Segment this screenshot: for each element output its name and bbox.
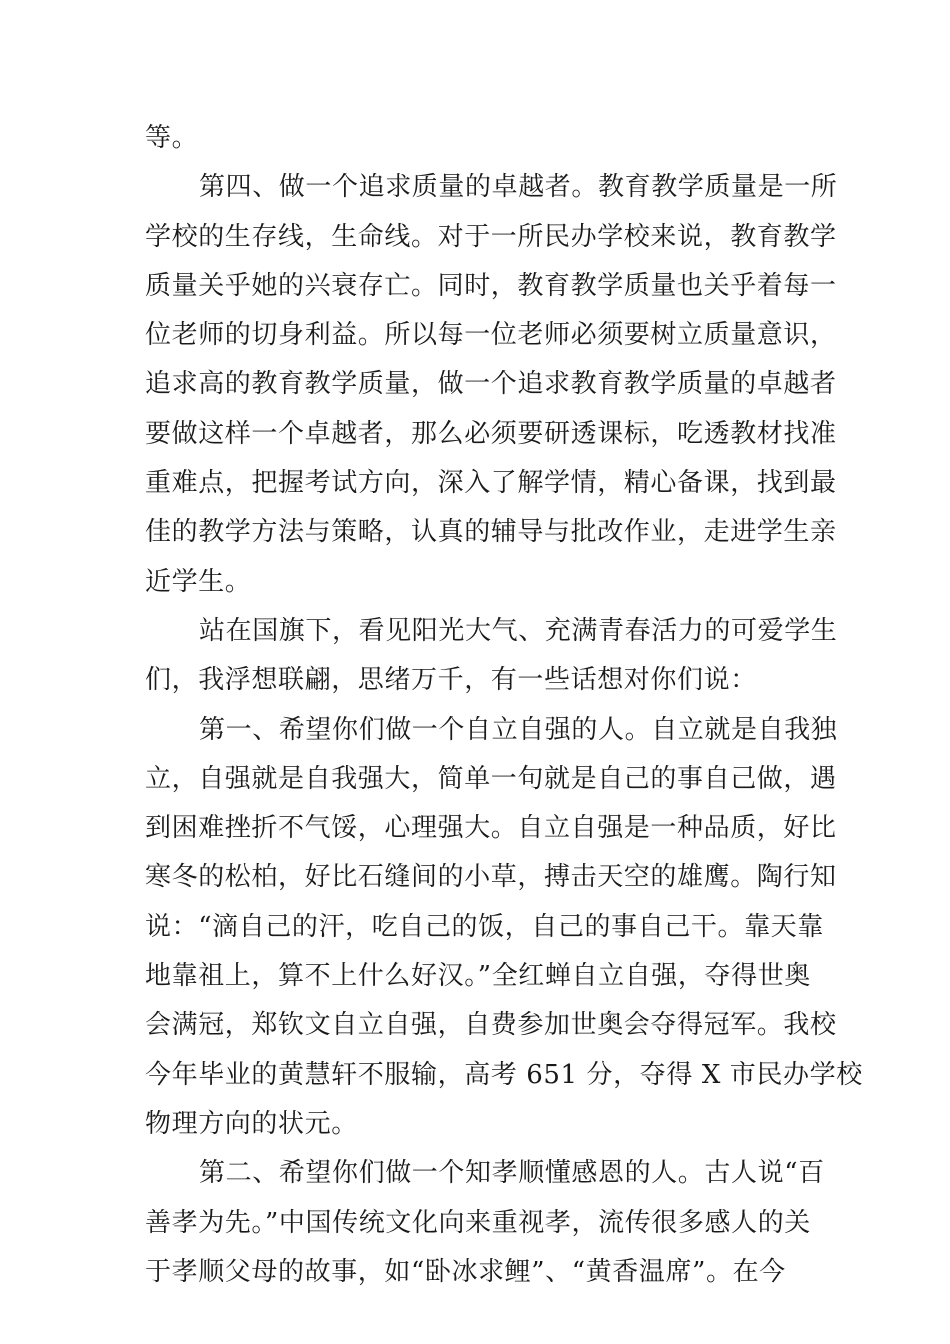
text-line: 近学生。 [145, 566, 252, 597]
text-line: 学校的生存线，生命线。对于一所民办学校来说，教育教学 [145, 221, 837, 252]
text-line: 寒冬的松柏，好比石缝间的小草，搏击天空的雄鹰。陶行知 [145, 862, 837, 893]
document-page [145, 114, 863, 1297]
text-line: 立，自强就是自我强大，简单一句就是自己的事自己做，遇 [145, 763, 837, 794]
text-line: 们，我浮想联翩，思绪万千，有一些话想对你们说： [145, 665, 757, 696]
text-line: 善孝为先。”中国传统文化向来重视孝，流传很多感人的关 [145, 1207, 811, 1238]
text-line: 位老师的切身利益。所以每一位老师必须要树立质量意识， [145, 320, 837, 351]
text-line: 会满冠，郑钦文自立自强，自费参加世奥会夺得冠军。我校 [145, 1010, 837, 1041]
text-line: 物理方向的状元。 [145, 1108, 358, 1139]
text-line: 今年毕业的黄慧轩不服输，高考 651 分，夺得 X 市民办学校 [145, 1059, 863, 1090]
paragraph-start-line: 站在国旗下，看见阳光大气、充满青春活力的可爱学生 [199, 615, 838, 646]
text-line: 佳的教学方法与策略，认真的辅导与批改作业，走进学生亲 [145, 517, 837, 548]
text-line: 说：“滴自己的汗，吃自己的饭，自己的事自己干。靠天靠 [145, 911, 824, 942]
paragraph-start-line: 第一、希望你们做一个自立自强的人。自立就是自我独 [199, 714, 838, 745]
paragraph-start-line: 第二、希望你们做一个知孝顺懂感恩的人。古人说“百 [199, 1158, 825, 1189]
paragraph-start-line: 第四、做一个追求质量的卓越者。教育教学质量是一所 [199, 172, 838, 203]
text-line: 追求高的教育教学质量，做一个追求教育教学质量的卓越者 [145, 369, 837, 400]
text-line: 要做这样一个卓越者，那么必须要研透课标，吃透教材找准 [145, 418, 837, 449]
text-line: 于孝顺父母的故事，如“卧冰求鲤”、“黄香温席”。在今 [145, 1256, 786, 1287]
text-line: 等。 [145, 123, 199, 153]
text-line: 地靠祖上，算不上什么好汉。”全红蝉自立自强，夺得世奥 [145, 961, 811, 992]
text-line: 质量关乎她的兴衰存亡。同时，教育教学质量也关乎着每一 [145, 270, 837, 301]
text-line: 到困难挫折不气馁，心理强大。自立自强是一种品质，好比 [145, 813, 837, 844]
text-line: 重难点，把握考试方向，深入了解学情，精心备课，找到最 [145, 468, 837, 499]
